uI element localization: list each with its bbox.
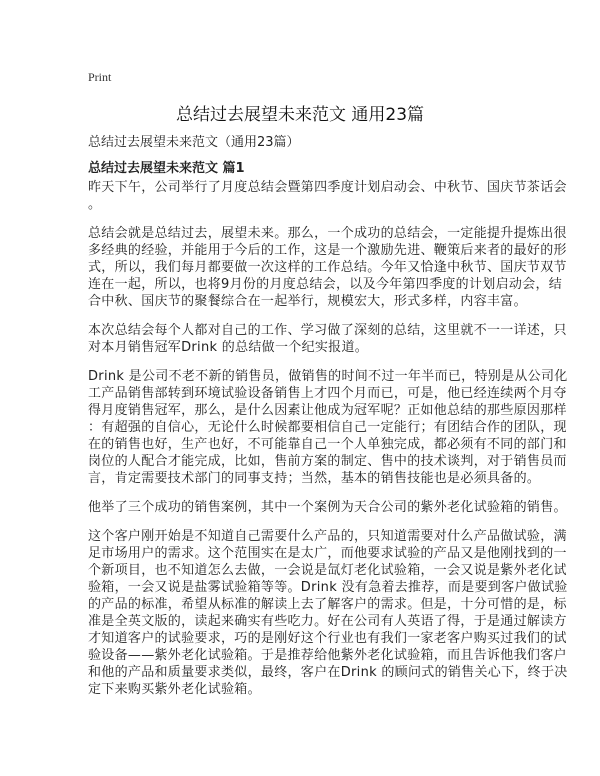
text-line: 式，所以，我们每月都要做一次这样的工作总结。今年又恰逢中秋节、国庆节双节 <box>88 260 567 275</box>
paragraph <box>88 499 567 516</box>
text-line: 连在一起，所以，也将9月份的月度总结会，以及今年第四季度的计划启动会，结 <box>88 277 563 292</box>
text-line: 合中秋、国庆节的聚餐综合在一起举行，规模宏大，形式多样，内容丰富。 <box>88 294 527 309</box>
text-line: 足市场用户的需求。这个范围实在是太广，而他要求试验的产品又是他刚找到的一 <box>88 546 567 561</box>
text-line: 本次总结会每个人都对自己的工作、学习做了深刻的总结，这里就不一一详述，只 <box>88 323 567 338</box>
text-line: 和他的产品和质量要求类似，最终，客户在Drink 的顾问式的销售关心下，终于决 <box>88 665 568 680</box>
text-line: 才知道客户的试验要求，巧的是刚好这个行业也有我们一家老客户购买过我们的试 <box>88 631 567 646</box>
text-line: 总结会就是总结过去，展望未来。那么，一个成功的总结会，一定能提升提炼出很 <box>88 226 567 241</box>
text-line: Drink 是公司不老不新的销售员，做销售的时间不过一年半而已，特别是从公司化 <box>88 369 568 384</box>
text-line: 对本月销售冠军Drink 的总结做一个纪实报道。 <box>88 340 369 355</box>
paragraph <box>88 528 568 698</box>
text-line: 岗位的人配合才能完成，比如，售前方案的制定、售中的技术谈判，对于销售员而 <box>88 454 567 469</box>
text-line: 工产品销售部转到环境试验设备销售上才四个月而已，可是，他已经连续两个月夺 <box>88 386 567 401</box>
section-heading: 总结过去展望未来范文 篇1 <box>88 161 245 176</box>
text-line: 言，肯定需要技术部门的同事支持；当然，基本的销售技能也是必须具备的。 <box>88 471 541 486</box>
text-line: 的产品的标准，希望从标准的解读上去了解客户的需求。但是，十分可惜的是，标 <box>88 597 567 612</box>
print-link[interactable]: Print <box>88 70 112 84</box>
text-line: 验设备——紫外老化试验箱。于是推荐给他紫外老化试验箱，而且告诉他我们客户 <box>88 648 567 663</box>
text-line: 这个客户刚开始是不知道自己需要什么产品的，只知道需要对什么产品做试验，满 <box>88 529 567 544</box>
paragraph <box>88 225 567 310</box>
text-line: 在的销售也好，生产也好，不可能靠自己一个人单独完成，都必须有不同的部门和 <box>88 437 567 452</box>
subtitle: 总结过去展望未来范文（通用23篇） <box>88 135 300 150</box>
text-line: ：有超强的自信心，无论什么时候都要相信自己一定能行；有团结合作的团队，现 <box>88 420 567 435</box>
text-line: 验箱，一会又说是盐雾试验箱等等。Drink 没有急着去推荐，而是要到客户做试验 <box>88 580 568 595</box>
text-line: 准是全英文版的，读起来确实有些吃力。好在公司有人英语了得，于是通过解读方 <box>88 614 567 629</box>
paragraph <box>88 179 567 213</box>
text-line: 多经典的经验，并能用于今后的工作，这是一个激励先进、鞭策后来者的最好的形 <box>88 243 567 258</box>
text-line: 得月度销售冠军，那么，是什么因素让他成为冠军呢？正如他总结的那些原因那样 <box>88 403 567 418</box>
text-line: 定下来购买紫外老化试验箱。 <box>88 682 261 697</box>
article-body <box>88 179 568 710</box>
text-line: 昨天下午，公司举行了月度总结会暨第四季度计划启动会、中秋节、国庆节茶话会 <box>88 180 567 195</box>
page-title: 总结过去展望未来范文 通用23篇 <box>175 105 425 125</box>
paragraph <box>88 322 567 356</box>
paragraph <box>88 368 568 487</box>
text-line: 。 <box>88 197 102 212</box>
text-line: 他举了三个成功的销售案例，其中一个案例为天合公司的紫外老化试验箱的销售。 <box>88 500 567 515</box>
text-line: 个新项目，也不知道怎么去做，一会说是氙灯老化试验箱，一会又说是紫外老化试 <box>88 563 567 578</box>
